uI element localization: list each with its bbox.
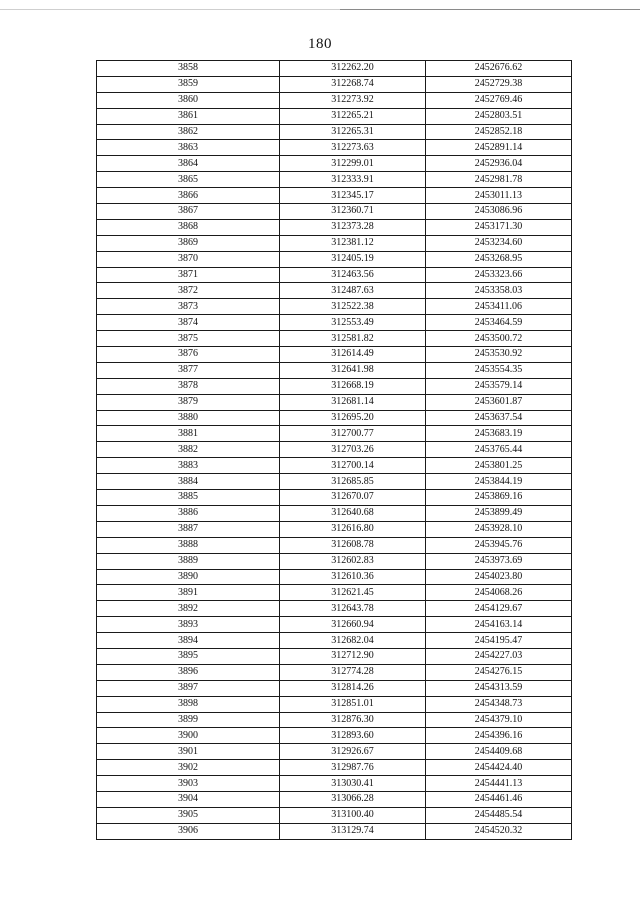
x-coordinate-cell: 313129.74 <box>280 823 426 839</box>
y-coordinate-cell: 2453086.96 <box>426 204 572 220</box>
y-coordinate-cell: 2453323.66 <box>426 267 572 283</box>
page-number: 180 <box>308 36 332 52</box>
y-coordinate-cell: 2453530.92 <box>426 347 572 363</box>
table-row <box>97 172 572 188</box>
table-row <box>97 553 572 569</box>
y-coordinate-cell: 2454409.68 <box>426 744 572 760</box>
x-coordinate-cell: 313100.40 <box>280 807 426 823</box>
x-coordinate-cell: 312522.38 <box>280 299 426 315</box>
x-coordinate-cell: 312660.94 <box>280 617 426 633</box>
y-coordinate-cell: 2453973.69 <box>426 553 572 569</box>
table-row <box>97 394 572 410</box>
x-coordinate-cell: 312610.36 <box>280 569 426 585</box>
x-coordinate-cell: 312681.14 <box>280 394 426 410</box>
point-number-cell: 3888 <box>97 537 280 553</box>
point-number-cell: 3886 <box>97 505 280 521</box>
x-coordinate-cell: 312814.26 <box>280 680 426 696</box>
table-row <box>97 283 572 299</box>
coordinates-table <box>96 60 572 840</box>
y-coordinate-cell: 2453601.87 <box>426 394 572 410</box>
point-number-cell: 3880 <box>97 410 280 426</box>
table-row <box>97 235 572 251</box>
point-number-cell: 3904 <box>97 791 280 807</box>
point-number-cell: 3868 <box>97 219 280 235</box>
x-coordinate-cell: 312641.98 <box>280 362 426 378</box>
table-row <box>97 490 572 506</box>
y-coordinate-cell: 2452936.04 <box>426 156 572 172</box>
y-coordinate-cell: 2453234.60 <box>426 235 572 251</box>
y-coordinate-cell: 2454276.15 <box>426 664 572 680</box>
x-coordinate-cell: 312299.01 <box>280 156 426 172</box>
x-coordinate-cell: 313066.28 <box>280 791 426 807</box>
point-number-cell: 3891 <box>97 585 280 601</box>
x-coordinate-cell: 312262.20 <box>280 61 426 77</box>
y-coordinate-cell: 2453683.19 <box>426 426 572 442</box>
table-row <box>97 156 572 172</box>
x-coordinate-cell: 312621.45 <box>280 585 426 601</box>
point-number-cell: 3885 <box>97 490 280 506</box>
x-coordinate-cell: 312345.17 <box>280 188 426 204</box>
y-coordinate-cell: 2454313.59 <box>426 680 572 696</box>
point-number-cell: 3867 <box>97 204 280 220</box>
point-number-cell: 3903 <box>97 776 280 792</box>
point-number-cell: 3871 <box>97 267 280 283</box>
y-coordinate-cell: 2453801.25 <box>426 458 572 474</box>
y-coordinate-cell: 2454195.47 <box>426 633 572 649</box>
y-coordinate-cell: 2454227.03 <box>426 648 572 664</box>
table-row <box>97 474 572 490</box>
x-coordinate-cell: 312712.90 <box>280 648 426 664</box>
point-number-cell: 3876 <box>97 347 280 363</box>
table-row <box>97 648 572 664</box>
x-coordinate-cell: 312487.63 <box>280 283 426 299</box>
table-row <box>97 61 572 77</box>
y-coordinate-cell: 2454129.67 <box>426 601 572 617</box>
table-row <box>97 188 572 204</box>
y-coordinate-cell: 2452852.18 <box>426 124 572 140</box>
point-number-cell: 3897 <box>97 680 280 696</box>
y-coordinate-cell: 2452803.51 <box>426 108 572 124</box>
x-coordinate-cell: 312265.21 <box>280 108 426 124</box>
table-row <box>97 728 572 744</box>
point-number-cell: 3892 <box>97 601 280 617</box>
point-number-cell: 3889 <box>97 553 280 569</box>
y-coordinate-cell: 2452981.78 <box>426 172 572 188</box>
point-number-cell: 3896 <box>97 664 280 680</box>
table-row <box>97 823 572 839</box>
table-row <box>97 267 572 283</box>
y-coordinate-cell: 2452676.62 <box>426 61 572 77</box>
table-row <box>97 585 572 601</box>
page-top-rule-dark <box>340 9 640 10</box>
y-coordinate-cell: 2454023.80 <box>426 569 572 585</box>
x-coordinate-cell: 312695.20 <box>280 410 426 426</box>
table-row <box>97 760 572 776</box>
table-row <box>97 251 572 267</box>
point-number-cell: 3894 <box>97 633 280 649</box>
y-coordinate-cell: 2453464.59 <box>426 315 572 331</box>
x-coordinate-cell: 312893.60 <box>280 728 426 744</box>
x-coordinate-cell: 312703.26 <box>280 442 426 458</box>
x-coordinate-cell: 312851.01 <box>280 696 426 712</box>
table-row <box>97 791 572 807</box>
y-coordinate-cell: 2453899.49 <box>426 505 572 521</box>
table-row <box>97 617 572 633</box>
table-row <box>97 140 572 156</box>
point-number-cell: 3872 <box>97 283 280 299</box>
point-number-cell: 3898 <box>97 696 280 712</box>
x-coordinate-cell: 312614.49 <box>280 347 426 363</box>
x-coordinate-cell: 312668.19 <box>280 378 426 394</box>
table-row <box>97 521 572 537</box>
y-coordinate-cell: 2454441.13 <box>426 776 572 792</box>
y-coordinate-cell: 2453358.03 <box>426 283 572 299</box>
point-number-cell: 3874 <box>97 315 280 331</box>
y-coordinate-cell: 2453171.30 <box>426 219 572 235</box>
table-row <box>97 76 572 92</box>
x-coordinate-cell: 312333.91 <box>280 172 426 188</box>
point-number-cell: 3906 <box>97 823 280 839</box>
x-coordinate-cell: 312608.78 <box>280 537 426 553</box>
y-coordinate-cell: 2454379.10 <box>426 712 572 728</box>
point-number-cell: 3858 <box>97 61 280 77</box>
table-row <box>97 410 572 426</box>
y-coordinate-cell: 2454424.40 <box>426 760 572 776</box>
x-coordinate-cell: 312700.14 <box>280 458 426 474</box>
table-row <box>97 426 572 442</box>
x-coordinate-cell: 312602.83 <box>280 553 426 569</box>
table-row <box>97 315 572 331</box>
table-row <box>97 712 572 728</box>
y-coordinate-cell: 2453637.54 <box>426 410 572 426</box>
point-number-cell: 3902 <box>97 760 280 776</box>
point-number-cell: 3895 <box>97 648 280 664</box>
table-row <box>97 776 572 792</box>
point-number-cell: 3900 <box>97 728 280 744</box>
x-coordinate-cell: 312616.80 <box>280 521 426 537</box>
point-number-cell: 3863 <box>97 140 280 156</box>
point-number-cell: 3905 <box>97 807 280 823</box>
y-coordinate-cell: 2453268.95 <box>426 251 572 267</box>
x-coordinate-cell: 312268.74 <box>280 76 426 92</box>
point-number-cell: 3877 <box>97 362 280 378</box>
x-coordinate-cell: 312700.77 <box>280 426 426 442</box>
point-number-cell: 3865 <box>97 172 280 188</box>
y-coordinate-cell: 2454163.14 <box>426 617 572 633</box>
y-coordinate-cell: 2453869.16 <box>426 490 572 506</box>
table-row <box>97 601 572 617</box>
x-coordinate-cell: 312273.92 <box>280 92 426 108</box>
table-row <box>97 299 572 315</box>
point-number-cell: 3875 <box>97 331 280 347</box>
x-coordinate-cell: 312774.28 <box>280 664 426 680</box>
table-row <box>97 347 572 363</box>
table-row <box>97 569 572 585</box>
point-number-cell: 3884 <box>97 474 280 490</box>
table-row <box>97 458 572 474</box>
table-row <box>97 124 572 140</box>
point-number-cell: 3901 <box>97 744 280 760</box>
point-number-cell: 3861 <box>97 108 280 124</box>
y-coordinate-cell: 2454520.32 <box>426 823 572 839</box>
x-coordinate-cell: 312926.67 <box>280 744 426 760</box>
table-row <box>97 362 572 378</box>
x-coordinate-cell: 312670.07 <box>280 490 426 506</box>
x-coordinate-cell: 312360.71 <box>280 204 426 220</box>
y-coordinate-cell: 2454068.26 <box>426 585 572 601</box>
point-number-cell: 3887 <box>97 521 280 537</box>
y-coordinate-cell: 2454461.46 <box>426 791 572 807</box>
point-number-cell: 3881 <box>97 426 280 442</box>
point-number-cell: 3864 <box>97 156 280 172</box>
y-coordinate-cell: 2452891.14 <box>426 140 572 156</box>
y-coordinate-cell: 2452769.46 <box>426 92 572 108</box>
table-row <box>97 108 572 124</box>
point-number-cell: 3879 <box>97 394 280 410</box>
y-coordinate-cell: 2453765.44 <box>426 442 572 458</box>
x-coordinate-cell: 312682.04 <box>280 633 426 649</box>
table-row <box>97 696 572 712</box>
point-number-cell: 3860 <box>97 92 280 108</box>
point-number-cell: 3878 <box>97 378 280 394</box>
point-number-cell: 3890 <box>97 569 280 585</box>
x-coordinate-cell: 312640.68 <box>280 505 426 521</box>
point-number-cell: 3899 <box>97 712 280 728</box>
point-number-cell: 3893 <box>97 617 280 633</box>
table-row <box>97 807 572 823</box>
point-number-cell: 3882 <box>97 442 280 458</box>
point-number-cell: 3862 <box>97 124 280 140</box>
x-coordinate-cell: 312463.56 <box>280 267 426 283</box>
y-coordinate-cell: 2453844.19 <box>426 474 572 490</box>
y-coordinate-cell: 2453945.76 <box>426 537 572 553</box>
x-coordinate-cell: 312987.76 <box>280 760 426 776</box>
y-coordinate-cell: 2454485.54 <box>426 807 572 823</box>
y-coordinate-cell: 2453411.06 <box>426 299 572 315</box>
x-coordinate-cell: 312381.12 <box>280 235 426 251</box>
x-coordinate-cell: 312685.85 <box>280 474 426 490</box>
y-coordinate-cell: 2453500.72 <box>426 331 572 347</box>
table-row <box>97 680 572 696</box>
y-coordinate-cell: 2453928.10 <box>426 521 572 537</box>
x-coordinate-cell: 312876.30 <box>280 712 426 728</box>
y-coordinate-cell: 2454348.73 <box>426 696 572 712</box>
x-coordinate-cell: 313030.41 <box>280 776 426 792</box>
point-number-cell: 3883 <box>97 458 280 474</box>
y-coordinate-cell: 2453554.35 <box>426 362 572 378</box>
point-number-cell: 3869 <box>97 235 280 251</box>
table-row <box>97 219 572 235</box>
coordinates-table-body <box>97 61 572 840</box>
x-coordinate-cell: 312273.63 <box>280 140 426 156</box>
point-number-cell: 3873 <box>97 299 280 315</box>
table-row <box>97 378 572 394</box>
x-coordinate-cell: 312643.78 <box>280 601 426 617</box>
y-coordinate-cell: 2452729.38 <box>426 76 572 92</box>
table-row <box>97 664 572 680</box>
table-row <box>97 744 572 760</box>
x-coordinate-cell: 312405.19 <box>280 251 426 267</box>
point-number-cell: 3870 <box>97 251 280 267</box>
table-row <box>97 442 572 458</box>
y-coordinate-cell: 2454396.16 <box>426 728 572 744</box>
table-row <box>97 204 572 220</box>
table-row <box>97 92 572 108</box>
table-row <box>97 537 572 553</box>
y-coordinate-cell: 2453011.13 <box>426 188 572 204</box>
x-coordinate-cell: 312265.31 <box>280 124 426 140</box>
table-row <box>97 633 572 649</box>
table-row <box>97 331 572 347</box>
point-number-cell: 3866 <box>97 188 280 204</box>
y-coordinate-cell: 2453579.14 <box>426 378 572 394</box>
table-row <box>97 505 572 521</box>
x-coordinate-cell: 312373.28 <box>280 219 426 235</box>
x-coordinate-cell: 312553.49 <box>280 315 426 331</box>
point-number-cell: 3859 <box>97 76 280 92</box>
x-coordinate-cell: 312581.82 <box>280 331 426 347</box>
